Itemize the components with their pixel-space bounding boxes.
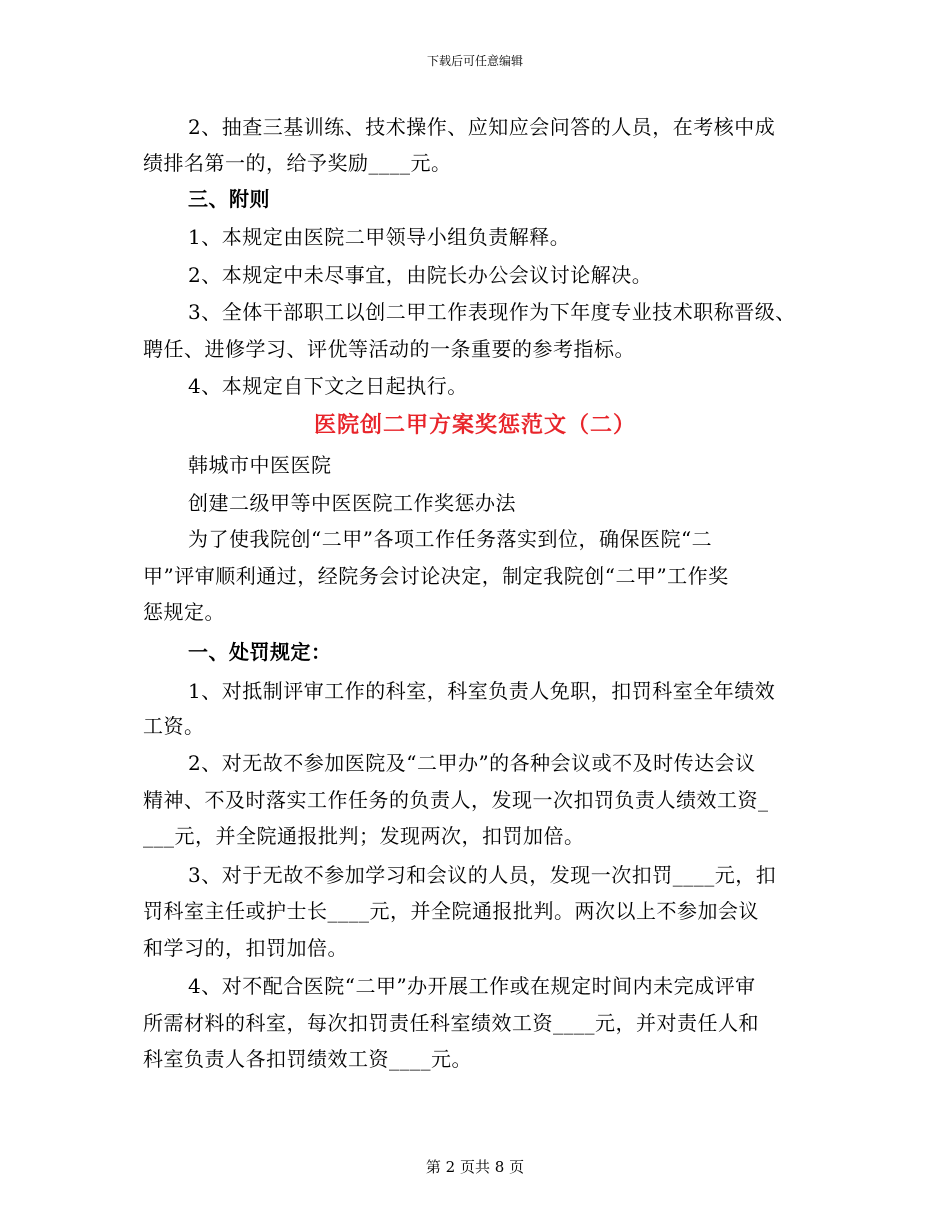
document-title: 医院创二甲方案奖惩范文（二） [313, 412, 636, 438]
body-line: 绩排名第一的，给予奖励____元。 [143, 151, 452, 175]
body-line: 甲”评审顺利通过，经院务会讨论决定，制定我院创“二甲”工作奖 [143, 564, 729, 588]
body-line: 工资。 [143, 714, 205, 738]
section-heading: 一、处罚规定： [188, 640, 332, 664]
body-line: 韩城市中医医院 [188, 453, 332, 477]
body-line: 2、抽查三基训练、技术操作、应知应会问答的人员，在考核中成 [188, 115, 776, 139]
page-header: 下载后可任意编辑 [426, 54, 523, 68]
body-line: 科室负责人各扣罚绩效工资____元。 [143, 1047, 472, 1071]
body-line: 3、对于无故不参加学习和会议的人员，发现一次扣罚____元，扣 [188, 863, 777, 887]
body-line: 所需材料的科室，每次扣罚责任科室绩效工资____元，并对责任人和 [143, 1011, 759, 1035]
body-line: 2、对无故不参加医院及“二甲办”的各种会议或不及时传达会议 [188, 751, 756, 775]
body-line: 和学习的，扣罚加倍。 [143, 936, 348, 960]
body-line: 4、对不配合医院“二甲”办开展工作或在规定时间内未完成评审 [188, 974, 756, 998]
body-line: 4、本规定自下文之日起执行。 [188, 374, 468, 398]
page-footer: 第 2 页共 8 页 [425, 1158, 525, 1176]
body-line: 罚科室主任或护士长____元，并全院通报批判。两次以上不参加会议 [143, 899, 759, 923]
section-heading: 三、附则 [188, 187, 270, 211]
body-line: 创建二级甲等中医医院工作奖惩办法 [188, 491, 516, 515]
body-line: 2、本规定中未尽事宜，由院长办公会议讨论解决。 [188, 263, 653, 287]
body-line: ___元，并全院通报批判；发现两次，扣罚加倍。 [143, 824, 585, 848]
body-line: 1、对抵制评审工作的科室，科室负责人免职，扣罚科室全年绩效 [188, 679, 776, 703]
body-line: 聘任、进修学习、评优等活动的一条重要的参考指标。 [143, 337, 635, 361]
body-line: 3、全体干部职工以创二甲工作表现作为下年度专业技术职称晋级、 [188, 300, 796, 324]
body-line: 为了使我院创“二甲”各项工作任务落实到位，确保医院“二 [188, 527, 713, 551]
body-line: 惩规定。 [143, 600, 225, 624]
body-line: 精神、不及时落实工作任务的负责人，发现一次扣罚负责人绩效工资_ [143, 788, 769, 812]
body-line: 1、本规定由医院二甲领导小组负责解释。 [188, 225, 571, 249]
